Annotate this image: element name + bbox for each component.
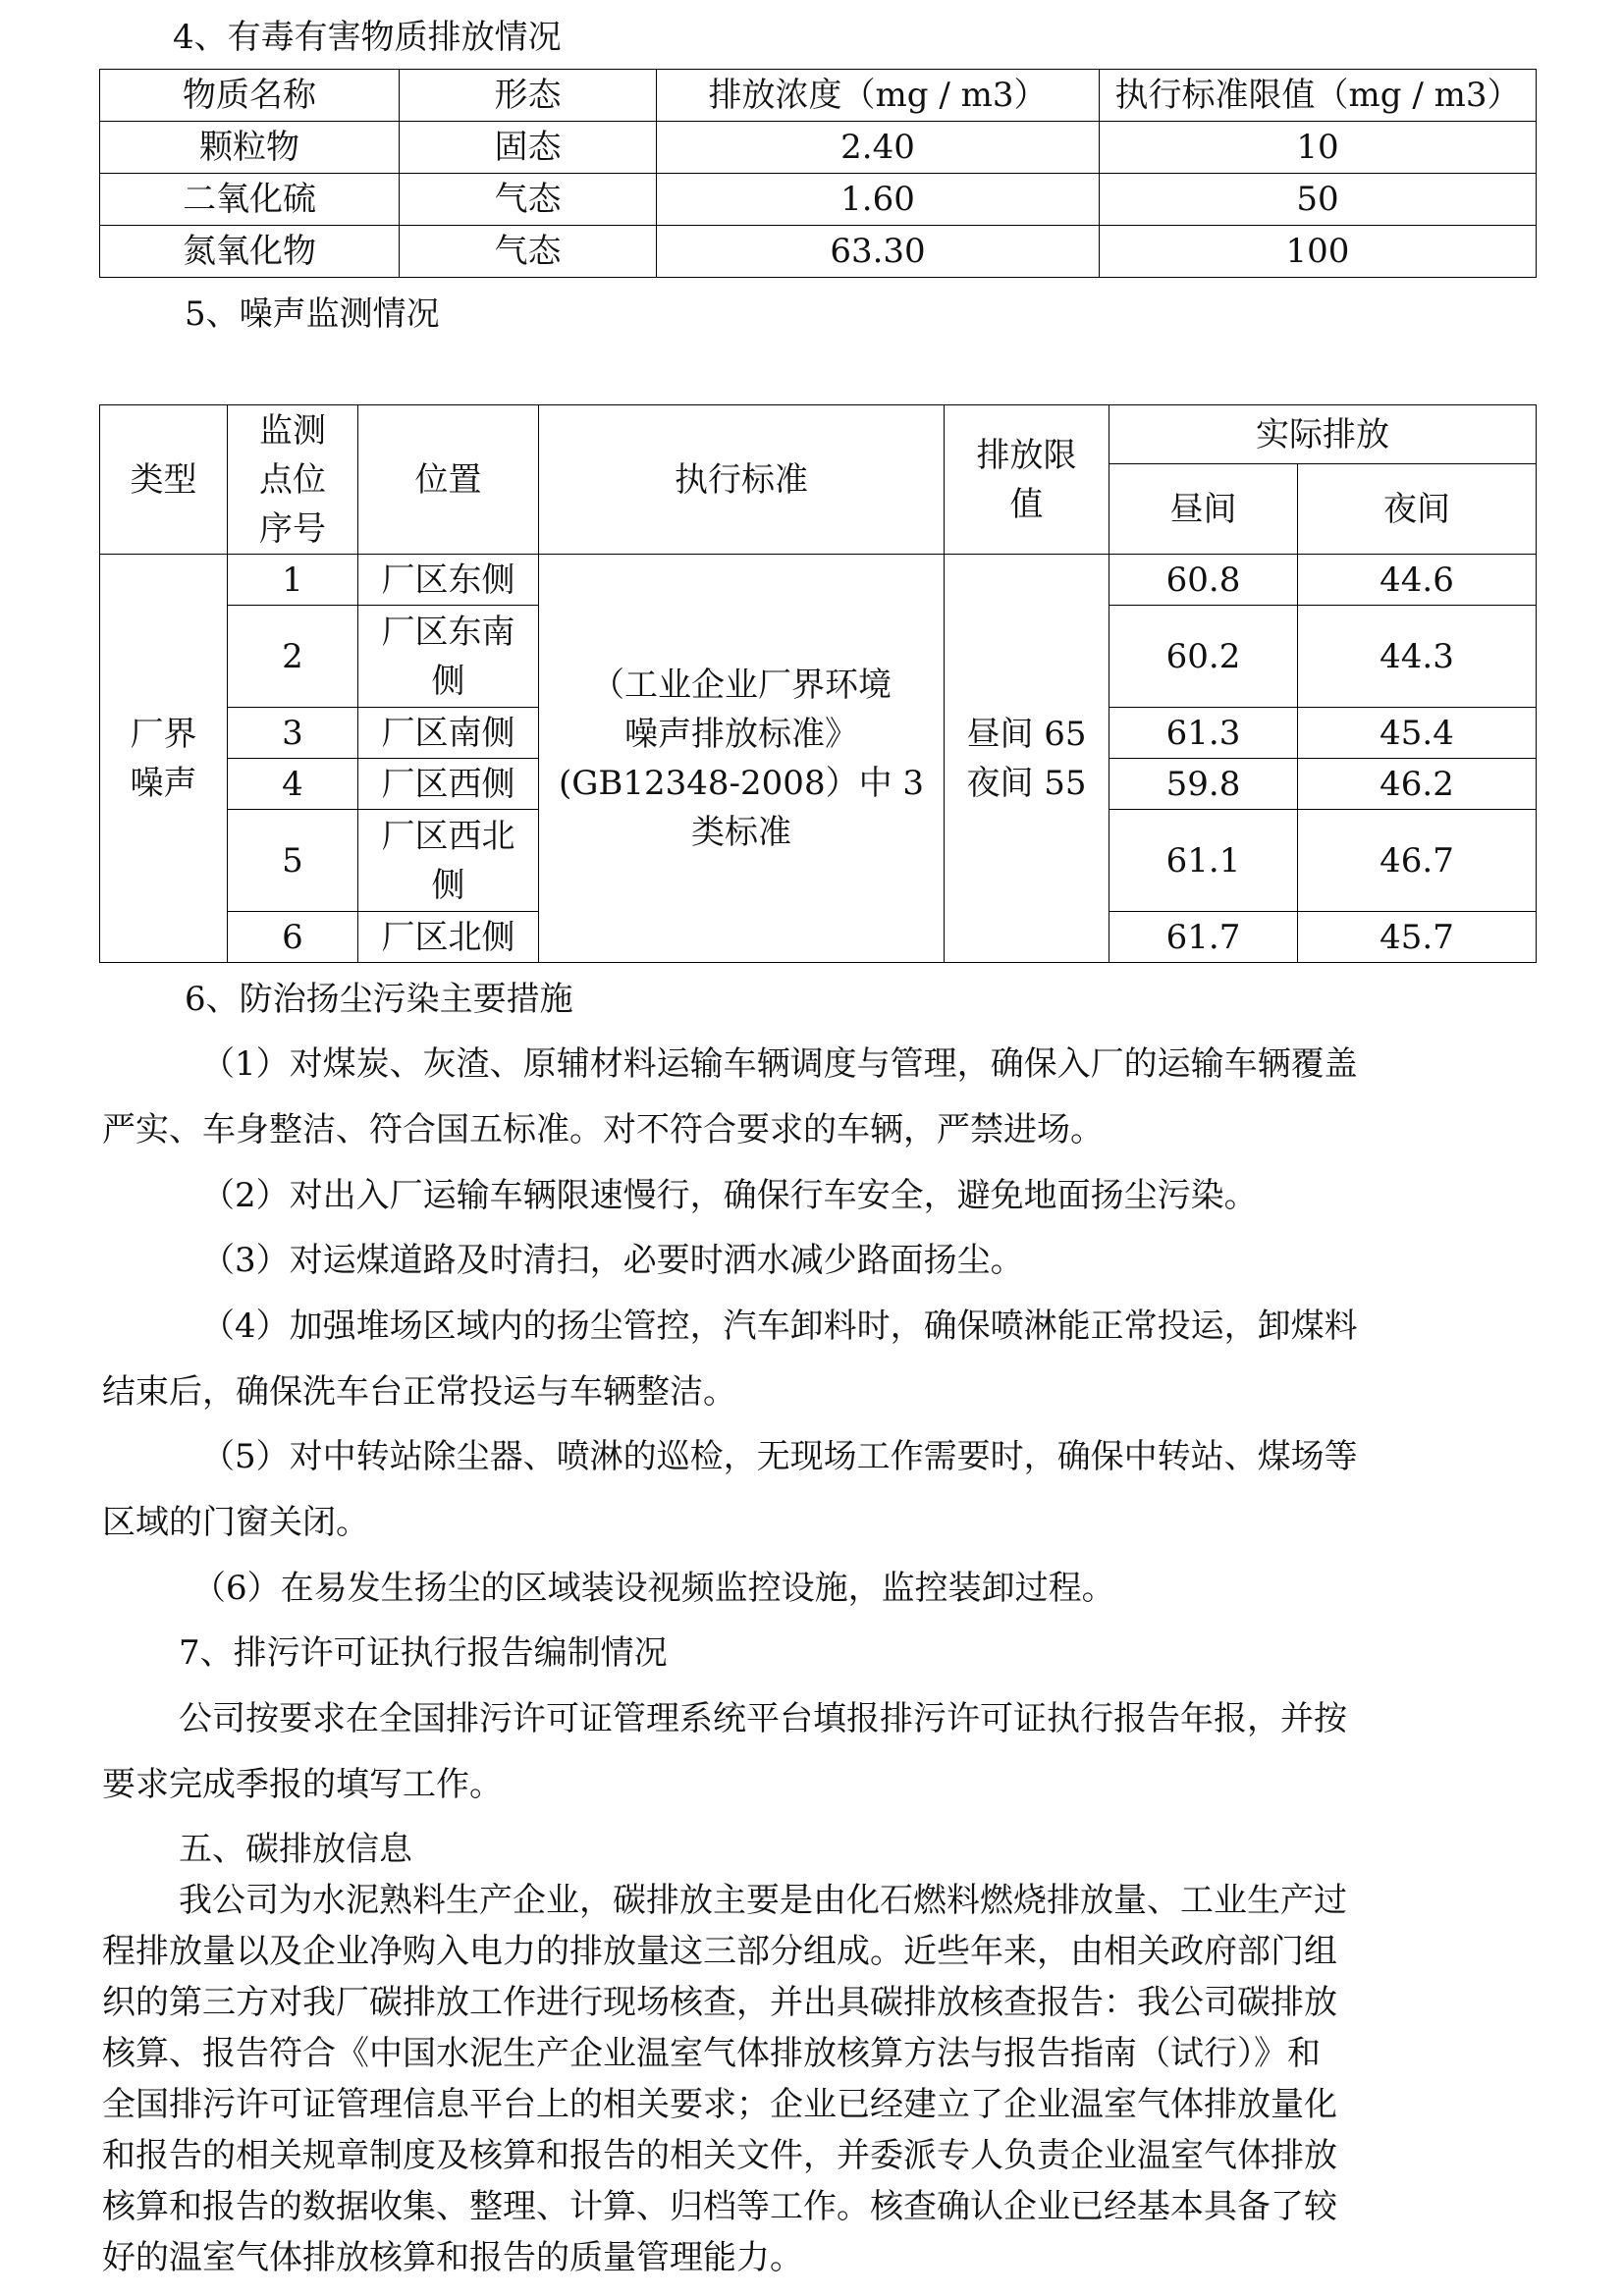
- measure-2: （2）对出入厂运输车辆限速慢行，确保行车安全，避免地面扬尘污染。: [201, 1176, 1258, 1215]
- table-row: [100, 174, 1537, 226]
- carbon-line-5: 全国排污许可证管理信息平台上的相关要求；企业已经建立了企业温室气体排放量化: [102, 2085, 1337, 2124]
- table-cell: 1.60: [657, 174, 1100, 226]
- table-cell: 厂区北侧: [358, 912, 539, 963]
- section5-heading: 5、噪声监测情况: [185, 294, 440, 334]
- header-cell: 夜间: [1298, 464, 1537, 555]
- header-cell: 类型: [100, 405, 228, 555]
- table-cell: [100, 555, 228, 963]
- table-cell: 61.1: [1109, 810, 1298, 912]
- table-cell: 60.8: [1109, 555, 1298, 606]
- header-cell: 位置: [358, 405, 539, 555]
- carbon-line-7: 核算和报告的数据收集、整理、计算、归档等工作。核查确认企业已经基本具备了较: [102, 2187, 1337, 2226]
- table-cell: 45.4: [1298, 708, 1537, 759]
- table-cell: 6: [228, 912, 358, 963]
- measure-1-line-2: 严实、车身整洁、符合国五标准。对不符合要求的车辆，严禁进场。: [102, 1110, 1104, 1149]
- carbon-line-2: 程排放量以及企业净购入电力的排放量这三部分组成。近些年来，由相关政府部门组: [102, 1932, 1337, 1971]
- table-cell: 2: [228, 606, 358, 708]
- header-line: 序号: [259, 508, 326, 549]
- header-line: 值: [1009, 484, 1044, 524]
- cell-line: 厂界: [130, 714, 197, 754]
- cell-line: 厂区东南: [381, 612, 515, 652]
- table-cell: 氮氧化物: [100, 226, 400, 278]
- header-cell: 物质名称: [100, 70, 400, 122]
- measure-1-line-1: （1）对煤炭、灰渣、原辅材料运输车辆调度与管理，确保入厂的运输车辆覆盖: [201, 1044, 1358, 1084]
- cell-line: 侧: [431, 865, 465, 905]
- cell-line: 夜间 55: [966, 763, 1087, 803]
- table-cell: 50: [1100, 174, 1537, 226]
- measure-3: （3）对运煤道路及时清扫，必要时洒水减少路面扬尘。: [201, 1241, 1024, 1280]
- table-cell: 厂区南侧: [358, 708, 539, 759]
- header-line: 排放限: [976, 435, 1077, 475]
- header-cell: [228, 405, 358, 555]
- carbon-line-6: 和报告的相关规章制度及核算和报告的相关文件，并委派专人负责企业温室气体排放: [102, 2136, 1337, 2175]
- table-cell: 61.7: [1109, 912, 1298, 963]
- table-cell: 1: [228, 555, 358, 606]
- table-cell: 气态: [400, 174, 657, 226]
- measure-6: （6）在易发生扬尘的区域装设视频监控设施，监控装卸过程。: [192, 1569, 1115, 1608]
- section7-line-2: 要求完成季报的填写工作。: [102, 1765, 503, 1804]
- table-cell: 厂区东侧: [358, 555, 539, 606]
- header-line: 监测: [259, 410, 326, 451]
- table-cell: 100: [1100, 226, 1537, 278]
- table-cell: 60.2: [1109, 606, 1298, 708]
- carbon-line-3: 织的第三方对我厂碳排放工作进行现场核查，并出具碳排放核查报告：我公司碳排放: [102, 1983, 1337, 2022]
- header-cell: 执行标准: [539, 405, 945, 555]
- table-cell: 61.3: [1109, 708, 1298, 759]
- header-cell: 昼间: [1109, 464, 1298, 555]
- table-cell: 5: [228, 810, 358, 912]
- table-cell: 59.8: [1109, 759, 1298, 810]
- table-cell: 4: [228, 759, 358, 810]
- noise-monitoring-table: [99, 404, 1537, 963]
- carbon-heading: 五、碳排放信息: [179, 1830, 412, 1869]
- table-cell: 44.6: [1298, 555, 1537, 606]
- table-cell: [358, 810, 539, 912]
- cell-line: 噪声排放标准》: [624, 714, 858, 754]
- table-cell: 46.7: [1298, 810, 1537, 912]
- table-header-row: [100, 70, 1537, 122]
- measure-4-line-1: （4）加强堆场区域内的扬尘管控，汽车卸料时，确保喷淋能正常投运，卸煤料: [201, 1307, 1358, 1346]
- section4-heading: 4、有毒有害物质排放情况: [173, 18, 562, 57]
- cell-line: (GB12348-2008）中 3: [558, 763, 925, 803]
- cell-line: （工业企业厂界环境: [591, 665, 892, 705]
- section6-heading: 6、防治扬尘污染主要措施: [185, 980, 573, 1019]
- header-cell: [945, 405, 1109, 555]
- header-cell: 执行标准限值（mg / m3）: [1100, 70, 1537, 122]
- table-cell: 2.40: [657, 122, 1100, 174]
- table-cell: [358, 606, 539, 708]
- table-cell: 二氧化硫: [100, 174, 400, 226]
- table-row: [100, 226, 1537, 278]
- table-cell: 45.7: [1298, 912, 1537, 963]
- table-cell: 44.3: [1298, 606, 1537, 708]
- measure-5-line-1: （5）对中转站除尘器、喷淋的巡检，无现场工作需要时，确保中转站、煤场等: [201, 1437, 1358, 1476]
- table-row: [100, 555, 1537, 606]
- table-cell: 46.2: [1298, 759, 1537, 810]
- table-cell: 颗粒物: [100, 122, 400, 174]
- header-line: 点位: [259, 459, 326, 500]
- table-cell: 固态: [400, 122, 657, 174]
- cell-line: 厂区西北: [381, 816, 515, 856]
- carbon-line-8: 好的温室气体排放核算和报告的质量管理能力。: [102, 2238, 803, 2277]
- table-cell: 63.30: [657, 226, 1100, 278]
- measure-5-line-2: 区域的门窗关闭。: [102, 1503, 369, 1542]
- table-header-row: [100, 405, 1537, 464]
- cell-line: 噪声: [130, 763, 197, 803]
- table-cell: 10: [1100, 122, 1537, 174]
- carbon-line-4: 核算、报告符合《中国水泥生产企业温室气体排放核算方法与报告指南（试行）》和: [102, 2034, 1321, 2073]
- header-cell: 排放浓度（mg / m3）: [657, 70, 1100, 122]
- carbon-line-1: 我公司为水泥熟料生产企业，碳排放主要是由化石燃料燃烧排放量、工业生产过: [179, 1881, 1347, 1920]
- cell-line: 侧: [431, 661, 465, 701]
- header-cell: 形态: [400, 70, 657, 122]
- table-cell: 厂区西侧: [358, 759, 539, 810]
- measure-4-line-2: 结束后，确保洗车台正常投运与车辆整洁。: [102, 1372, 736, 1412]
- section7-line-1: 公司按要求在全国排污许可证管理系统平台填报排污许可证执行报告年报，并按: [179, 1699, 1347, 1738]
- cell-line: 类标准: [691, 812, 791, 852]
- table-cell: 气态: [400, 226, 657, 278]
- toxic-emissions-table: [99, 69, 1537, 278]
- table-row: [100, 122, 1537, 174]
- table-cell: [539, 555, 945, 963]
- header-cell: 实际排放: [1109, 405, 1537, 464]
- table-cell: 3: [228, 708, 358, 759]
- table-cell: [945, 555, 1109, 963]
- cell-line: 昼间 65: [966, 714, 1087, 754]
- section7-heading: 7、排污许可证执行报告编制情况: [179, 1633, 668, 1673]
